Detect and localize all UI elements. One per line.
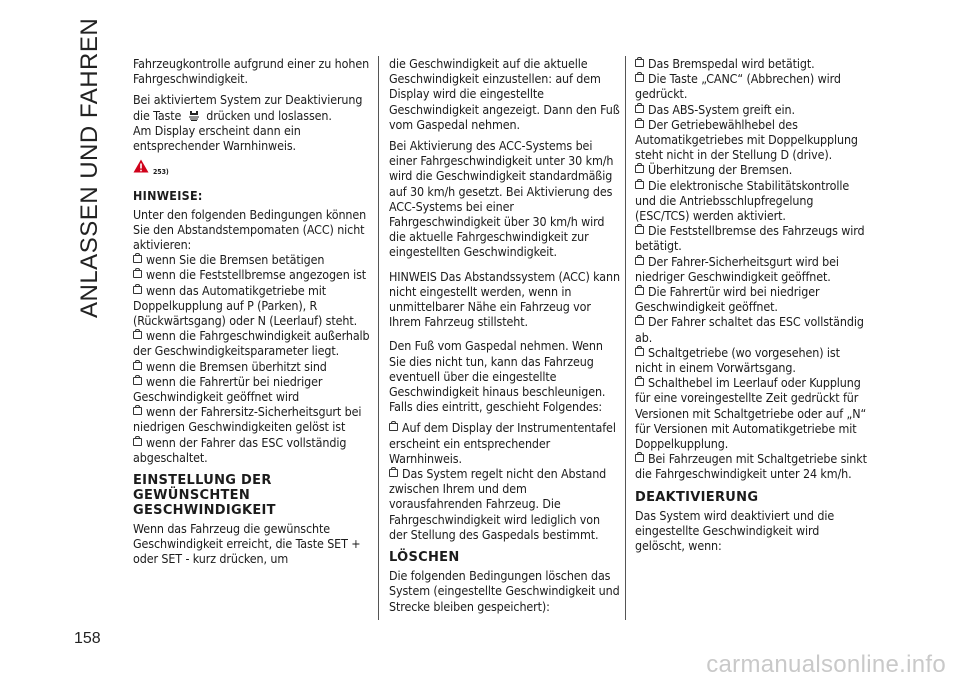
list-item: Auf dem Display der Instrumententafel erscheint ein entsprechender Warnhinweis. (389, 420, 616, 466)
bullet-icon (635, 181, 644, 189)
notes-label: HINWEISE: (133, 188, 203, 204)
list-item: Der Getriebewählhebel des Automatikgetriebes mit Doppelkupplung steht nicht in der Stellung D (drive). (635, 116, 858, 163)
list-item: wenn die Bremsen überhitzt sind (133, 359, 373, 374)
warning-triangle-icon (133, 159, 149, 173)
page-number: 158 (74, 630, 101, 647)
paragraph: HINWEIS Das Abstandssystem (ACC) kann nicht eingestellt werden, wenn in unmittelbarer Nähe ein Fahrzeug vor Ihrem Fahrzeug stillsteht. (389, 268, 620, 330)
list-item: wenn der Fahrer das ESC vollständig abgeschaltet. (133, 434, 347, 465)
bullet-icon (635, 165, 644, 173)
bullet-icon (133, 438, 142, 446)
bullet-icon (133, 407, 142, 415)
section-heading: LÖSCHEN (389, 550, 460, 566)
list-item: Der Fahrer schaltet das ESC vollständig ab. (635, 314, 864, 345)
acc-distance-key-icon (187, 110, 201, 121)
paragraph: Den Fuß vom Gaspedal nehmen. Wenn Sie dies nicht tun, kann das Fahrzeug eventuell über die eingestellte Geschwindigkeit hinaus beschleunigen. Falls dies eintritt, geschieht Folgendes: (389, 338, 606, 415)
list-item: wenn die Fahrertür bei niedriger Geschwindigkeit geöffnet wird (133, 373, 323, 405)
bullet-icon (635, 348, 644, 356)
bullet-icon (635, 287, 644, 295)
list-item: Schalthebel im Leerlauf oder Kupplung für eine voreingestellte Zeit gedrückt für Versionen mit Schaltgetriebe oder auf „N“ für Versionen mit Automatikgetriebe mit Doppelkupplung. (635, 375, 867, 452)
column-divider (378, 56, 379, 620)
bullet-icon (133, 362, 142, 370)
list-item: wenn Sie die Bremsen betätigen (133, 252, 373, 267)
bullet-icon (133, 331, 142, 339)
column-divider (625, 56, 626, 620)
bullet-icon (635, 317, 644, 325)
section-heading: EINSTELLUNG DER GEWÜNSCHTEN GESCHWINDIGKEIT (133, 473, 276, 519)
bullet-icon (635, 105, 644, 113)
bullet-icon (133, 255, 142, 263)
list-item: Überhitzung der Bremsen. (635, 162, 867, 177)
bullet-icon (635, 378, 644, 386)
column-2 (389, 56, 621, 620)
bullet-icon (389, 423, 398, 431)
condition-list (133, 252, 373, 465)
paragraph: die Geschwindigkeit auf die aktuelle Geschwindigkeit einzustellen: auf dem Display wird die eingestellte Geschwindigkeit angezeigt. Dann den Fuß vom Gaspedal nehmen. (389, 56, 620, 132)
bullet-icon (389, 469, 398, 477)
list-item: Die Fahrertür wird bei niedriger Geschwindigkeit geöffnet. (635, 284, 820, 315)
bullet-icon (635, 226, 644, 234)
paragraph: Unter den folgenden Bedingungen können Sie den Abstandstempomaten (ACC) nicht aktivieren: (133, 206, 367, 253)
paragraph-text: drücken und loslassen. (206, 107, 332, 123)
paragraph: Das System wird deaktiviert und die eingestellte Geschwindigkeit wird gelöscht, wenn: (635, 507, 835, 554)
list-item: wenn der Fahrersitz-Sicherheitsgurt bei niedrigen Geschwindigkeiten gelöst ist (133, 404, 362, 435)
list-item: wenn das Automatikgetriebe mit Doppelkupplung auf P (Parken), R (Rückwärtsgang) oder N (Leerlauf) steht. (133, 282, 358, 329)
paragraph: Am Display erscheint dann ein entsprechender Warnhinweis. (133, 122, 301, 154)
column-1 (133, 56, 373, 573)
bullet-icon (635, 257, 644, 265)
section-heading: DEAKTIVIERUNG (635, 489, 759, 505)
consequence-list (389, 420, 621, 542)
bullet-icon (635, 454, 644, 462)
list-item: Das Bremspedal wird betätigt. (635, 56, 867, 71)
column-3 (635, 56, 867, 559)
list-item: Das System regelt nicht den Abstand zwischen Ihrem und dem vorausfahrenden Fahrzeug. Die Fahrgeschwindigkeit wird lediglich von der Stellung des Gaspedals bestimmt. (389, 466, 607, 542)
paragraph-text: Bei aktiviertem System zur Deaktivierung die Taste (133, 92, 363, 123)
paragraph (133, 92, 373, 122)
list-item: wenn die Feststellbremse angezogen ist (133, 267, 373, 282)
bullet-icon (635, 74, 644, 82)
list-item: Das ABS-System greift ein. (635, 102, 867, 117)
list-item: Bei Fahrzeugen mit Schaltgetriebe sinkt die Fahrgeschwindigkeit unter 24 km/h. (635, 451, 867, 482)
paragraph: Die folgenden Bedingungen löschen das System (eingestellte Geschwindigkeit und Strecke bleiben gespeichert): (389, 568, 620, 614)
list-item: wenn die Fahrgeschwindigkeit außerhalb der Geschwindigkeitsparameter liegt. (133, 328, 370, 359)
list-item: Schaltgetriebe (wo vorgesehen) ist nicht in einem Vorwärtsgang. (635, 344, 840, 376)
cancel-condition-list (635, 56, 867, 482)
list-item: Die elektronische Stabilitätskontrolle und die Antriebsschlupfregelung (ESC/TCS) werden aktiviert. (635, 177, 850, 224)
paragraph: Bei Aktivierung des ACC-Systems bei einer Fahrgeschwindigkeit unter 30 km/h wird die Geschwindigkeit standardmäßig auf 30 km/h gesetzt. Bei Aktivierung des ACC-Systems bei einer Fahrgeschwindigkeit über 30 km/h wird die aktuelle Fahrgeschwindigkeit zur eingestellten Geschwindigkeit. (389, 138, 614, 260)
bullet-icon (133, 270, 142, 278)
bullet-icon (133, 377, 142, 385)
paragraph: Wenn das Fahrzeug die gewünschte Geschwindigkeit erreicht, die Taste SET + oder SET - kurz drücken, um (133, 521, 361, 567)
bullet-icon (133, 286, 142, 294)
paragraph: Fahrzeugkontrolle aufgrund einer zu hohen Fahrgeschwindigkeit. (133, 56, 370, 87)
bullet-icon (635, 120, 644, 128)
list-item: Der Fahrer-Sicherheitsgurt wird bei niedriger Geschwindigkeit geöffnet. (635, 253, 839, 284)
watermark: carmanualsonline.info (706, 651, 946, 678)
bullet-icon (635, 59, 644, 67)
list-item: Die Feststellbremse des Fahrzeugs wird betätigt. (635, 223, 865, 254)
list-item: Die Taste „CANC“ (Abbrechen) wird gedrückt. (635, 71, 841, 102)
section-title: ANLASSEN UND FAHREN (76, 17, 103, 318)
warning-ref-number: 253) (153, 168, 169, 177)
warning-reference (133, 159, 373, 180)
